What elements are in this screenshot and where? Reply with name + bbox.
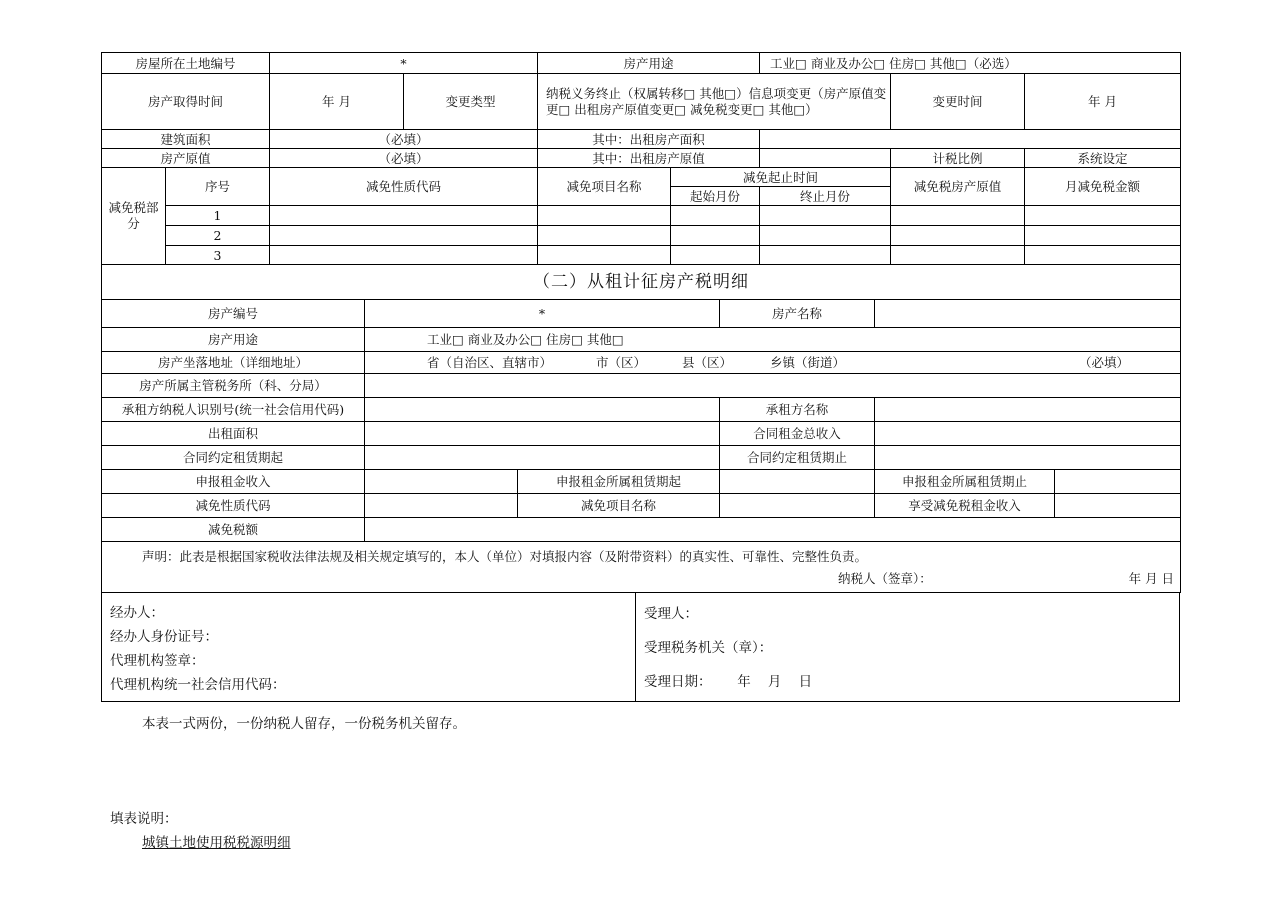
change-time-value[interactable]: 年 月 xyxy=(1025,74,1181,130)
receiver-label[interactable]: 受理人： xyxy=(644,606,698,622)
declared-end-value[interactable] xyxy=(1055,470,1181,494)
exempt-value-label: 减免税房产原值 xyxy=(891,168,1025,206)
rent-area-value-2[interactable] xyxy=(365,422,720,446)
ratio-value: 系统设定 xyxy=(1025,149,1181,168)
change-time-label: 变更时间 xyxy=(891,74,1025,130)
lessee-name-label: 承租方名称 xyxy=(720,398,875,422)
row-cell[interactable] xyxy=(538,226,671,246)
ratio-label: 计税比例 xyxy=(891,149,1025,168)
addr-county: 县（区） xyxy=(681,355,732,370)
declaration xyxy=(102,542,1181,593)
declared-rent-value[interactable] xyxy=(365,470,518,494)
addr-city: 市（区） xyxy=(595,355,646,370)
tax-office-label: 房产所属主管税务所（科、分局） xyxy=(102,374,365,398)
contract-end-value[interactable] xyxy=(875,446,1181,470)
exempt-amount-value[interactable] xyxy=(365,518,1181,542)
row-cell[interactable] xyxy=(270,206,538,226)
area-required[interactable]: （必填） xyxy=(270,130,538,149)
monthly-exempt-label: 月减免税金额 xyxy=(1025,168,1181,206)
contract-start-label: 合同约定租赁期起 xyxy=(102,446,365,470)
exempt-code-value-2[interactable] xyxy=(365,494,518,518)
agent-id-label[interactable]: 经办人身份证号： xyxy=(110,629,218,645)
receive-date-label[interactable]: 受理日期： 年 月 日 xyxy=(644,674,813,690)
rent-value-value[interactable] xyxy=(760,149,891,168)
land-no-label: 房屋所在土地编号 xyxy=(102,53,270,74)
start-month-label: 起始月份 xyxy=(671,187,760,206)
tax-form xyxy=(101,52,1180,702)
acq-time-value[interactable]: 年 月 xyxy=(270,74,404,130)
use-label-2: 房产用途 xyxy=(102,328,365,352)
addr-province: 省（自治区、直辖市） xyxy=(427,355,553,370)
exempt-rent-label: 享受减免税租金收入 xyxy=(875,494,1055,518)
use-options-2[interactable]: 工业□ 商业及办公□ 住房□ 其他□ xyxy=(365,328,1181,352)
row-cell[interactable] xyxy=(671,246,760,265)
agency-sign-label[interactable]: 代理机构签章： xyxy=(110,653,205,669)
copies-note: 本表一式两份，一份纳税人留存，一份税务机关留存。 xyxy=(142,716,466,732)
rent-area-label-2: 出租面积 xyxy=(102,422,365,446)
declared-rent-label: 申报租金收入 xyxy=(102,470,365,494)
area-label: 建筑面积 xyxy=(102,130,270,149)
fill-instructions-heading: 填表说明： xyxy=(110,811,178,827)
row-cell[interactable] xyxy=(760,206,891,226)
row-cell[interactable] xyxy=(891,246,1025,265)
value-label: 房产原值 xyxy=(102,149,270,168)
agent-label[interactable]: 经办人： xyxy=(110,605,164,621)
contract-total-value[interactable] xyxy=(875,422,1181,446)
row-cell[interactable] xyxy=(270,226,538,246)
end-month-label: 终止月份 xyxy=(760,187,891,206)
prop-name-value[interactable] xyxy=(875,300,1181,328)
sign-date: 年 月 日 xyxy=(1128,571,1175,586)
agency-code-label[interactable]: 代理机构统一社会信用代码： xyxy=(110,677,286,693)
section-title: （二）从租计征房产税明细 xyxy=(102,265,1181,300)
prop-name-label: 房产名称 xyxy=(720,300,875,328)
row-seq: 3 xyxy=(166,246,270,265)
property-info-table xyxy=(101,52,1181,265)
rent-value-label: 其中：出租房产原值 xyxy=(538,149,760,168)
exempt-label: 减免税部分 xyxy=(102,168,166,265)
change-type-text[interactable]: 纳税义务终止（权属转移□ 其他□）信息项变更（房产原值变更□ 出租房产原值变更□ 减免税变更□ 其他□） xyxy=(538,74,891,130)
row-cell[interactable] xyxy=(671,206,760,226)
exempt-item-value-2[interactable] xyxy=(720,494,875,518)
lessee-name-value[interactable] xyxy=(875,398,1181,422)
row-cell[interactable] xyxy=(760,246,891,265)
row-cell[interactable] xyxy=(891,226,1025,246)
prop-no-value[interactable]: * xyxy=(365,300,720,328)
rent-tax-table xyxy=(101,264,1181,593)
declared-end-label: 申报租金所属租赁期止 xyxy=(875,470,1055,494)
addr-value[interactable] xyxy=(365,352,1181,374)
declaration-text: 声明：此表是根据国家税收法律法规及相关规定填写的，本人（单位）对填报内容（及附带资料）的真实性、可靠性、完整性负责。 xyxy=(142,549,868,564)
tax-office-value[interactable] xyxy=(365,374,1181,398)
row-cell[interactable] xyxy=(671,226,760,246)
row-cell[interactable] xyxy=(891,206,1025,226)
handler-section xyxy=(101,593,1180,702)
row-seq: 2 xyxy=(166,226,270,246)
agent-column xyxy=(102,593,636,701)
row-cell[interactable] xyxy=(270,246,538,265)
lessee-id-label: 承租方纳税人识别号(统一社会信用代码) xyxy=(102,398,365,422)
land-tax-link[interactable]: 城镇土地使用税税源明细 xyxy=(142,835,291,851)
rent-area-value[interactable] xyxy=(760,130,1181,149)
exempt-amount-label: 减免税额 xyxy=(102,518,365,542)
addr-label: 房产坐落地址（详细地址） xyxy=(102,352,365,374)
contract-total-label: 合同租金总收入 xyxy=(720,422,875,446)
prop-no-label: 房产编号 xyxy=(102,300,365,328)
exempt-period-label: 减免起止时间 xyxy=(671,168,891,187)
exempt-item-label-2: 减免项目名称 xyxy=(518,494,720,518)
exempt-code-label-2: 减免性质代码 xyxy=(102,494,365,518)
value-required[interactable]: （必填） xyxy=(270,149,538,168)
receiver-column xyxy=(636,593,1179,701)
declared-start-label: 申报租金所属租赁期起 xyxy=(518,470,720,494)
lessee-id-value[interactable] xyxy=(365,398,720,422)
seq-label: 序号 xyxy=(166,168,270,206)
row-seq: 1 xyxy=(166,206,270,226)
rent-area-label: 其中：出租房产面积 xyxy=(538,130,760,149)
exempt-rent-value[interactable] xyxy=(1055,494,1181,518)
addr-required: （必填） xyxy=(1078,355,1129,370)
row-cell[interactable] xyxy=(1025,206,1181,226)
row-cell[interactable] xyxy=(1025,246,1181,265)
use-options[interactable]: 工业□ 商业及办公□ 住房□ 其他□（必选） xyxy=(760,53,1181,74)
acq-time-label: 房产取得时间 xyxy=(102,74,270,130)
signer-label: 纳税人（签章）： xyxy=(838,571,932,586)
addr-town: 乡镇（街道） xyxy=(769,355,845,370)
exempt-code-label: 减免性质代码 xyxy=(270,168,538,206)
use-label: 房产用途 xyxy=(538,53,760,74)
land-no-value[interactable]: * xyxy=(270,53,538,74)
row-cell[interactable] xyxy=(538,246,671,265)
row-cell[interactable] xyxy=(760,226,891,246)
change-type-label: 变更类型 xyxy=(404,74,538,130)
exempt-item-label: 减免项目名称 xyxy=(538,168,671,206)
contract-end-label: 合同约定租赁期止 xyxy=(720,446,875,470)
contract-start-value[interactable] xyxy=(365,446,720,470)
tax-authority-label[interactable]: 受理税务机关（章）： xyxy=(644,640,773,656)
row-cell[interactable] xyxy=(1025,226,1181,246)
declared-start-value[interactable] xyxy=(720,470,875,494)
row-cell[interactable] xyxy=(538,206,671,226)
